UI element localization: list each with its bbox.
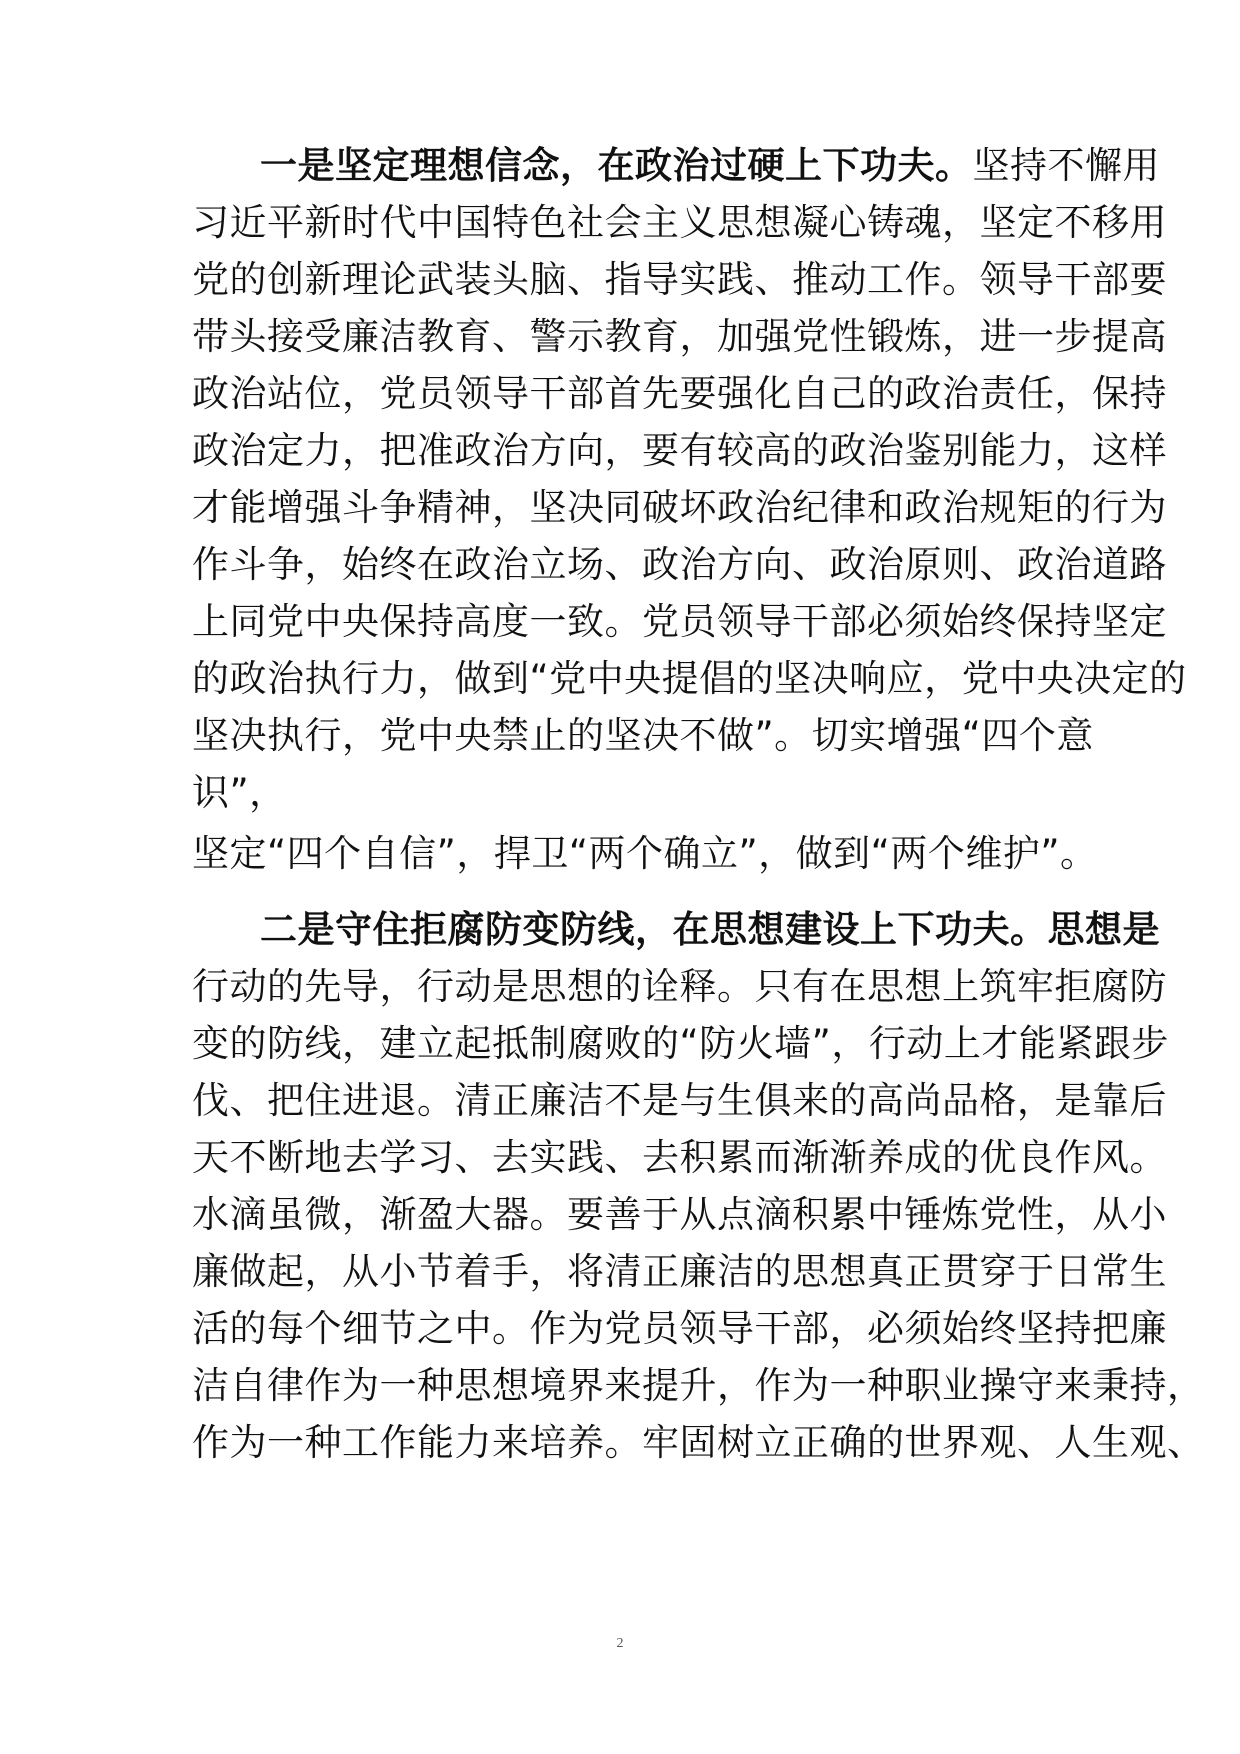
paragraph-2-line-11 — [192, 1471, 1072, 1529]
paragraph-1-line-11: 坚决执行，党中央禁止的坚决不做”。切实增强“四个意 — [192, 714, 1094, 757]
paragraph-2-line-5: 天不断地去学习、去实践、去积累而渐渐养成的优良作风。 — [192, 1136, 1167, 1179]
paragraph-2-line-9: 洁自律作为一种思想境界来提升，作为一种职业操守来秉持， — [192, 1364, 1205, 1407]
paragraph-1-heading: 一是坚定理想信念，在政治过硬上下功夫。 — [260, 144, 973, 187]
page-number: 2 — [616, 1636, 624, 1651]
paragraph-1-line-4: 带头接受廉洁教育、警示教育，加强党性锻炼，进一步提高 — [192, 315, 1167, 358]
paragraph-2-line-1 — [260, 901, 1160, 959]
paragraph-1-line-12: 识”， — [192, 771, 287, 814]
paragraph-2-line-2: 行动的先导，行动是思想的诠释。只有在思想上筑牢拒腐防 — [192, 965, 1167, 1008]
paragraph-2-line-7: 廉做起，从小节着手，将清正廉洁的思想真正贯穿于日常生 — [192, 1250, 1167, 1293]
paragraph-1-line-9: 上同党中央保持高度一致。党员领导干部必须始终保持坚定 — [192, 600, 1167, 643]
paragraph-2-line-3: 变的防线，建立起抵制腐败的“防火墙”，行动上才能紧跟步 — [192, 1022, 1169, 1065]
paragraph-1-line-7: 才能增强斗争精神，坚决同破坏政治纪律和政治规矩的行为 — [192, 486, 1167, 529]
paragraph-1-line-10: 的政治执行力，做到“党中央提倡的坚决响应，党中央决定的 — [192, 657, 1187, 700]
paragraph-2-line-10: 作为一种工作能力来培养。牢固树立正确的世界观、人生观、 — [192, 1421, 1205, 1464]
paragraph-2-line-4: 伐、把住进退。清正廉洁不是与生俱来的高尚品格，是靠后 — [192, 1079, 1167, 1122]
paragraph-1-line-8: 作斗争，始终在政治立场、政治方向、政治原则、政治道路 — [192, 543, 1167, 586]
paragraph-2-line-8: 活的每个细节之中。作为党员领导干部，必须始终坚持把廉 — [192, 1307, 1167, 1350]
paragraph-1-line-5: 政治站位，党员领导干部首先要强化自己的政治责任，保持 — [192, 372, 1167, 415]
paragraph-1-line-2: 习近平新时代中国特色社会主义思想凝心铸魂，坚定不移用 — [192, 201, 1167, 244]
paragraph-1-line-1 — [260, 137, 1160, 195]
paragraph-2-heading: 二是守住拒腐防变防线，在思想建设上下功夫。 — [260, 908, 1048, 951]
paragraph-2-text: 思想是 — [1047, 908, 1160, 951]
paragraph-1-text: 坚持不懈用 — [972, 144, 1160, 187]
paragraph-1-line-3: 党的创新理论武装头脑、指导实践、推动工作。领导干部要 — [192, 258, 1167, 301]
paragraph-2-line-6: 水滴虽微，渐盈大器。要善于从点滴积累中锤炼党性，从小 — [192, 1193, 1167, 1236]
paragraph-1-line-13: 坚定“四个自信”，捍卫“两个确立”，做到“两个维护”。 — [192, 832, 1098, 875]
paragraph-1-line-6: 政治定力，把准政治方向，要有较高的政治鉴别能力，这样 — [192, 429, 1167, 472]
